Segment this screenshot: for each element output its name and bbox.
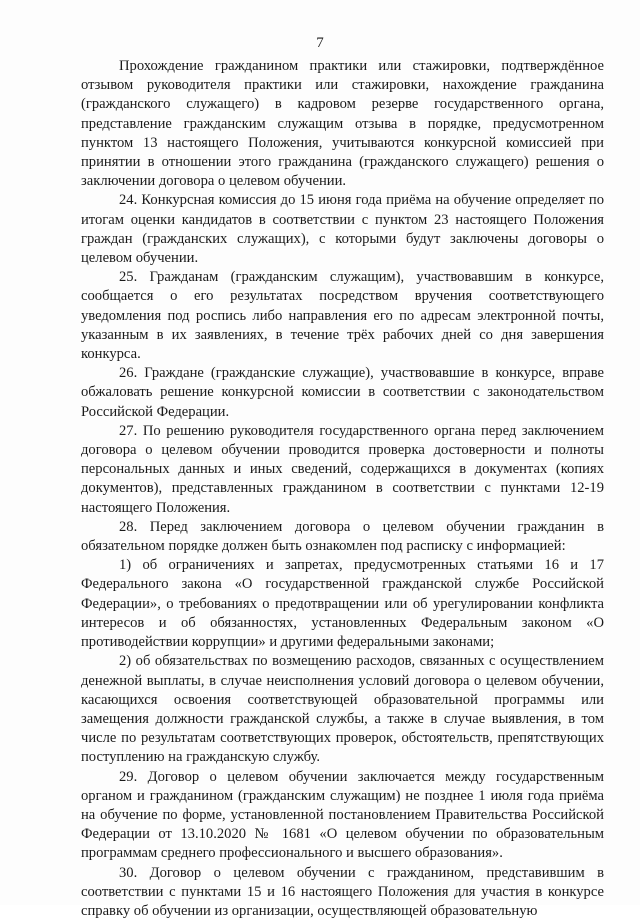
paragraph-28: 28. Перед заключением договора о целевом обучении гражданин в обязательном порядке должен быть ознакомлен под расписку с информацией: [81,518,604,555]
paragraph-practice-internship: Прохождение гражданином практики или стажировки, подтверждённое отзывом руководителя практики или стажировки, нахождение гражданина (гражданского служащего) в кадровом резерве государственного органа, представление гражданским служащим отзыва в порядке, предусмотренном пунктом 13 настоящего Положения, учитываются конкурсной комиссией при принятии в отношении этого гражданина (гражданского служащего) решения о заключении договора о целевом обучении. [81,58,604,190]
paragraph-29: 29. Договор о целевом обучении заключается между государственным органом и гражданином (гражданским служащим) не позднее 1 июля года приёма на обучение по форме, установленной постановлением Правительства Российской Федерации от 13.10.2020 № 1681 «О целевом обучении по образовательным программам среднего профессионального и высшего образования». [81,768,604,862]
paragraph-26: 26. Граждане (гражданские служащие), участвовавшие в конкурсе, вправе обжаловать решение конкурсной комиссии в соответствии с законодательством Российской Федерации. [81,365,604,420]
document-body [81,57,604,921]
paragraph-28-item-1: 1) об ограничениях и запретах, предусмотренных статьями 16 и 17 Федерального закона «О государственной гражданской службе Российской Федерации», о требованиях о предотвращении или об урегулировании конфликта интересов и об обязанностях, установленных Федеральным законом «О противодействии коррупции» и другими федеральными законами; [81,557,604,651]
paragraph-30: 30. Договор о целевом обучении с гражданином, представившим в соответствии с пунктами 15 и 16 настоящего Положения для участия в конкурсе справку об обучении из организации, осуществляющей образовательную [81,864,604,919]
paragraph-25: 25. Гражданам (гражданским служащим), участвовавшим в конкурсе, сообщается о его результатах посредством вручения соответствующего уведомления под роспись либо направления его по адресам электронной почты, указанным в их заявлениях, в течение трёх рабочих дней со дня завершения конкурса. [81,269,604,363]
page-number: 7 [316,35,324,51]
paragraph-24: 24. Конкурсная комиссия до 15 июня года приёма на обучение определяет по итогам оценки кандидатов в соответствии с пунктом 23 настоящего Положения граждан (гражданских служащих), с которыми будут заключены договоры о целевом обучении. [81,192,604,267]
paragraph-28-item-2: 2) об обязательствах по возмещению расходов, связанных с осуществлением денежной выплаты, в случае неисполнения условий договора о целевом обучении, касающихся освоения соответствующей образовательной программы или замещения должности гражданской службы, а также в случае выявления, в том числе по результатам соответствующих проверок, обстоятельств, препятствующих поступлению на гражданскую службу. [81,653,604,766]
paragraph-27: 27. По решению руководителя государственного органа перед заключением договора о целевом обучении проводится проверка достоверности и полноты персональных данных и иных сведений, содержащихся в документах (копиях документов), представленных гражданином в соответствии с пунктами 12-19 настоящего Положения. [81,422,604,516]
